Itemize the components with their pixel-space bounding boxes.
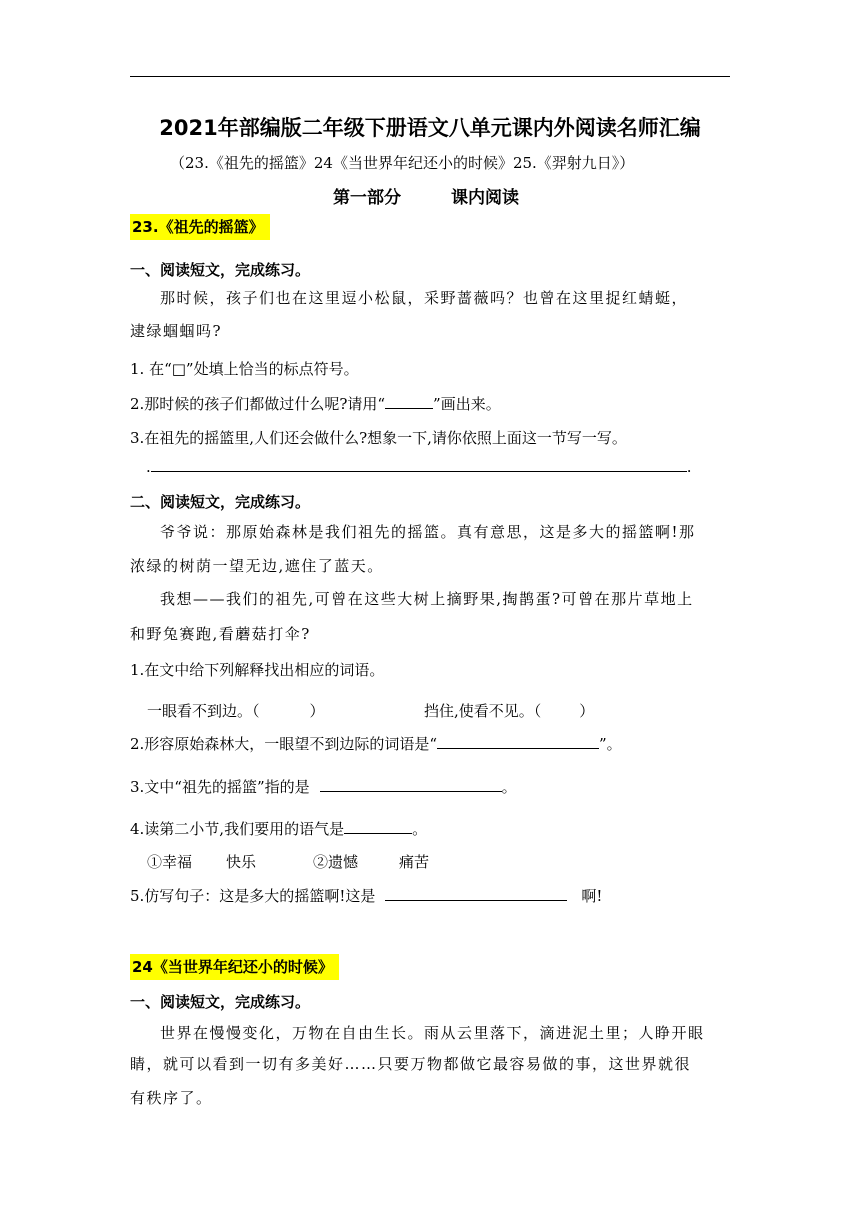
passage-line: 有秩序了。 <box>130 1089 213 1107</box>
question-4-text-end: 。 <box>412 820 428 838</box>
answer-blank[interactable] <box>344 819 412 834</box>
question-3: 3.在祖先的摇篮里,人们还会做什么?想象一下,请你依照上面这一节写一写。 <box>130 429 627 447</box>
passage-line: 浓绿的树荫一望无边,遮住了蓝天。 <box>130 557 384 575</box>
question-2-text-end: ”画出来。 <box>433 395 501 413</box>
question-4-text: 4.读第二小节,我们要用的语气是 <box>130 820 345 838</box>
question-1b-text: 挡住,使看不见。（ <box>424 702 542 720</box>
lesson24-heading: 24《当世界年纪还小的时候》 <box>130 954 339 980</box>
lesson23-heading-wrap <box>130 216 270 237</box>
paren-close: ） <box>309 702 325 720</box>
option-1-b: 快乐 <box>226 853 257 871</box>
document-title: 2021年部编版二年级下册语文八单元课内外阅读名师汇编 <box>159 116 701 140</box>
header-rule <box>130 76 730 77</box>
option-1[interactable]: ①幸福 <box>147 853 193 871</box>
paren-close: ） <box>579 702 595 720</box>
question-1a-text: 一眼看不到边。（ <box>147 702 260 720</box>
question-3 <box>130 776 517 797</box>
question-2-text-end: ”。 <box>598 735 622 753</box>
part-label: 第一部分 <box>333 188 401 208</box>
answer-line-lead: . <box>146 458 151 476</box>
section1-heading: 一、阅读短文，完成练习。 <box>130 261 311 279</box>
passage-line: 和野兔赛跑,看蘑菇打伞? <box>130 625 311 643</box>
answer-blank[interactable] <box>437 734 599 749</box>
passage-line: 逮绿蝈蝈吗? <box>130 322 223 340</box>
question-4 <box>130 818 427 839</box>
question-5 <box>130 885 602 906</box>
question-5-text: 5.仿写句子：这是多大的摇篮啊!这是 <box>130 887 376 905</box>
document-subtitle: （23.《祖先的摇篮》24《当世界年纪还小的时候》25.《羿射九日》） <box>170 154 635 172</box>
question-2 <box>130 393 501 414</box>
option-2[interactable]: ②遗憾 <box>313 853 359 871</box>
answer-line <box>146 457 692 476</box>
passage-line: 睛，就可以看到一切有多美好……只要万物都做它最容易做的事，这世界就很 <box>130 1055 692 1073</box>
lesson23-heading: 23.《祖先的摇篮》 <box>130 214 270 240</box>
question-1: 1. 在“□”处填上恰当的标点符号。 <box>130 360 359 378</box>
passage-line: 世界在慢慢变化，万物在自由生长。雨从云里落下，滴进泥土里；人睁开眼 <box>160 1024 705 1042</box>
part-name: 课内阅读 <box>451 188 519 208</box>
section1-heading: 一、阅读短文，完成练习。 <box>130 993 311 1011</box>
answer-blank[interactable] <box>385 886 567 901</box>
question-3-text-end: 。 <box>501 778 517 796</box>
passage-line: 我想——我们的祖先,可曾在这些大树上摘野果,掏鹊蛋?可曾在那片草地上 <box>160 590 694 608</box>
option-2-b: 痛苦 <box>399 853 430 871</box>
question-1a <box>147 700 325 721</box>
question-1b <box>424 700 594 721</box>
section2-heading: 二、阅读短文，完成练习。 <box>130 493 311 511</box>
question-3-text: 3.文中“祖先的摇篮”指的是 <box>130 778 310 796</box>
question-2 <box>130 733 622 754</box>
answer-blank[interactable] <box>151 457 687 472</box>
passage-line: 那时候，孩子们也在这里逗小松鼠，采野蔷薇吗？也曾在这里捉红蜻蜓， <box>160 289 689 307</box>
answer-blank[interactable] <box>385 394 433 409</box>
question-2-text: 2.形容原始森林大，一眼望不到边际的词语是“ <box>130 735 437 753</box>
lesson24-heading-wrap <box>130 956 339 977</box>
passage-line: 爷爷说：那原始森林是我们祖先的摇篮。真有意思，这是多大的摇篮啊!那 <box>160 523 696 541</box>
question-2-text: 2.那时候的孩子们都做过什么呢?请用“ <box>130 395 386 413</box>
question-5-text-end: 啊! <box>581 887 603 905</box>
question-1: 1.在文中给下列解释找出相应的词语。 <box>130 661 385 679</box>
answer-line-end: . <box>686 458 692 476</box>
answer-blank[interactable] <box>320 777 502 792</box>
part-title <box>333 183 519 208</box>
